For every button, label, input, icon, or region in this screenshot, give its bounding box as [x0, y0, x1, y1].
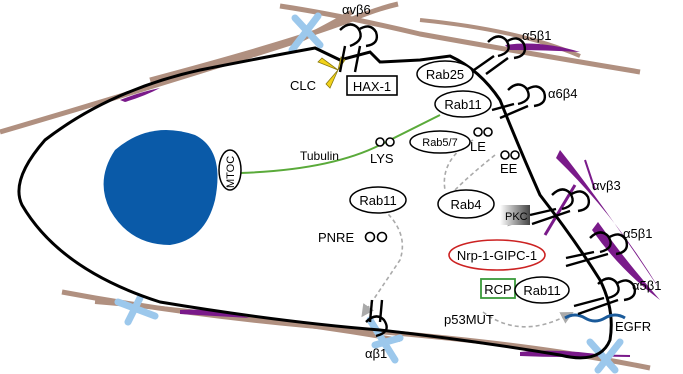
hax1: [347, 76, 397, 95]
rab4: [438, 190, 494, 218]
ab1-label: αβ1: [365, 346, 388, 361]
pnre-vesicles: [366, 233, 387, 242]
rab11-top-label: Rab11: [444, 97, 482, 112]
hax1-label: HAX-1: [352, 79, 392, 94]
rab4-label: Rab4: [450, 197, 482, 212]
nucleus: [104, 130, 218, 245]
nrp1-gipc1: [449, 240, 545, 270]
mtoc-label: MTOC: [225, 155, 237, 188]
mtoc: [219, 150, 241, 190]
avb3-label: αvβ3: [592, 178, 621, 193]
rcp-label: RCP: [484, 282, 512, 297]
integrin-a5b1-low: [574, 278, 635, 314]
a6b4-label: α6β4: [548, 86, 578, 101]
rab11-middle-label: Rab11: [359, 193, 397, 208]
clc-label: CLC: [290, 78, 317, 93]
pnre-label: PNRE: [318, 230, 355, 245]
a5b1-top-label: α5β1: [522, 28, 552, 43]
rab25: [417, 61, 473, 87]
lys-label: LYS: [370, 151, 394, 166]
ee-vesicles: [501, 151, 519, 159]
rab25-label: Rab25: [425, 67, 465, 82]
rab11-lower-label: Rab11: [523, 283, 561, 298]
pkc-label: PKC: [505, 211, 528, 223]
rab5-7-label: Rab5/7: [422, 137, 458, 149]
tubulin-label: Tubulin: [300, 149, 339, 163]
ee-label: EE: [500, 161, 518, 176]
rab5-7-compartment: [410, 131, 470, 153]
rcp: [481, 279, 515, 298]
pkc: [500, 205, 530, 225]
integrin-a5b1-top: [474, 36, 525, 74]
le-label: LE: [470, 139, 486, 154]
le-vesicles: [474, 128, 492, 136]
rab11-top: [435, 91, 491, 117]
rab11-middle: [350, 187, 406, 213]
integrin-avb6: [340, 24, 377, 72]
p53mut-label: p53MUT: [444, 312, 494, 327]
egfr-label: EGFR: [615, 319, 652, 334]
avb6-label: αvβ6: [342, 2, 371, 17]
ecm-fibers-top: [0, 4, 640, 132]
a5b1-low-label: α5β1: [632, 278, 662, 293]
a5b1-mid-label: α5β1: [623, 226, 653, 241]
nrp1-gipc1-label: Nrp-1-GIPC-1: [456, 248, 538, 263]
rab11-lower: [515, 277, 569, 303]
